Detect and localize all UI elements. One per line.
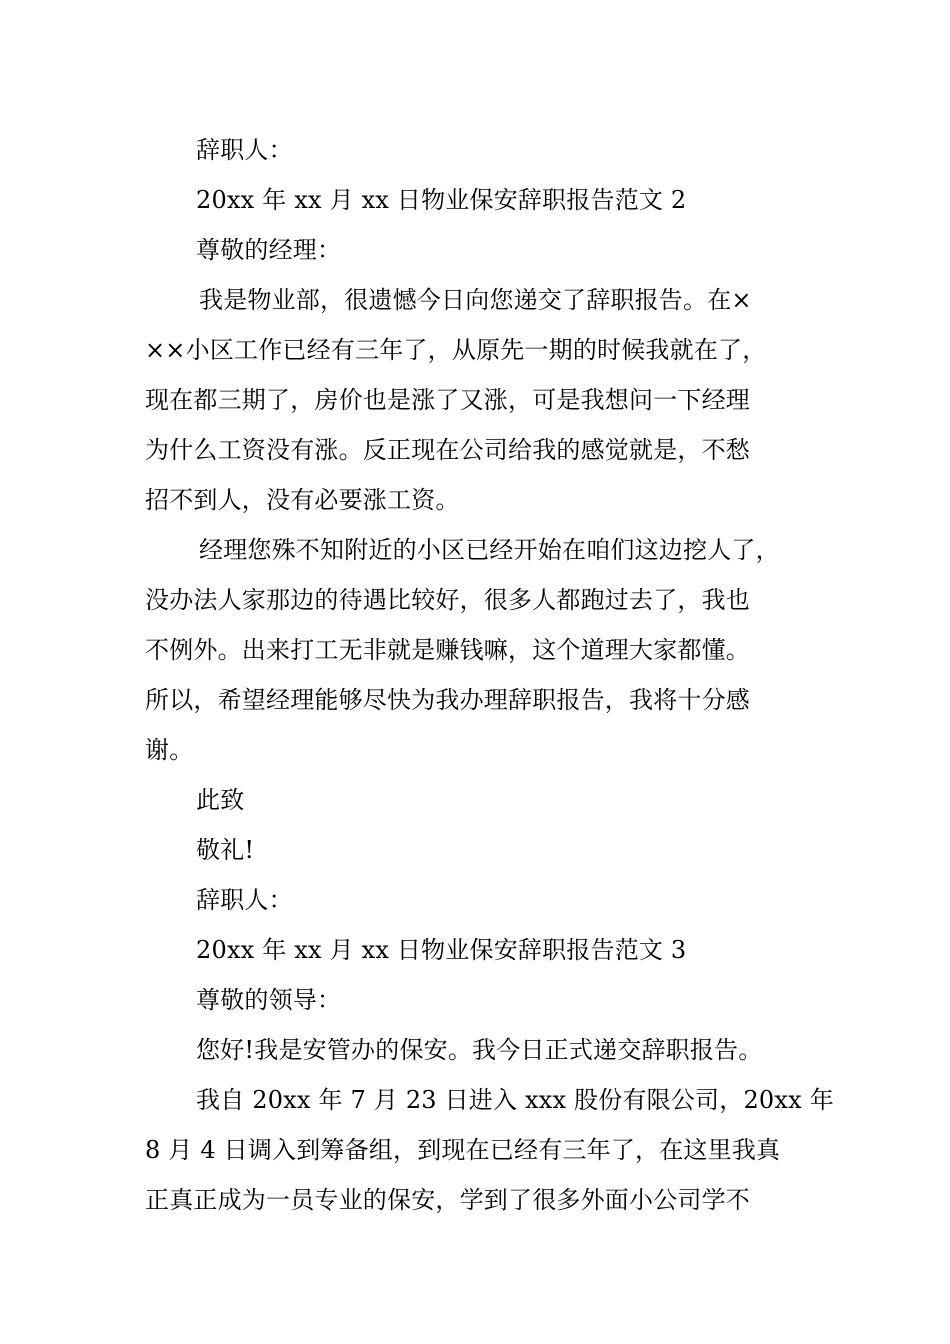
paragraph-line: 现在都三期了，房价也是涨了又涨，可是我想问一下经理 (145, 386, 750, 414)
paragraph-line: 您好!我是安管办的保安。我今日正式递交辞职报告。 (196, 1036, 763, 1064)
paragraph-line: 我自 20xx 年 7 月 23 日进入 xxx 股份有限公司，20xx 年 (196, 1086, 834, 1114)
closing-salute: 敬礼! (196, 836, 255, 864)
paragraph-line: 8 月 4 日调入到筹备组，到现在已经有三年了，在这里我真 (145, 1136, 781, 1164)
signature-label-2: 辞职人： (196, 886, 293, 914)
paragraph-line: 不例外。出来打工无非就是赚钱嘛，这个道理大家都懂。 (145, 636, 750, 664)
section-heading-2: 20xx 年 xx 月 xx 日物业保安辞职报告范文 2 (196, 186, 687, 214)
paragraph-line: 所以，希望经理能够尽快为我办理辞职报告，我将十分感 (145, 686, 750, 714)
salutation-2: 尊敬的领导： (196, 986, 342, 1014)
paragraph-line: 正真正成为一员专业的保安，学到了很多外面小公司学不 (145, 1186, 750, 1214)
paragraph-line: 谢。 (145, 736, 194, 764)
paragraph-line: ××小区工作已经有三年了，从原先一期的时候我就在了， (145, 336, 767, 364)
paragraph-line: 我是物业部，很遗憾今日向您递交了辞职报告。在× (199, 286, 752, 314)
signature-label-1: 辞职人： (196, 136, 293, 164)
paragraph-line: 没办法人家那边的待遇比较好，很多人都跑过去了，我也 (145, 586, 750, 614)
paragraph-line: 为什么工资没有涨。反正现在公司给我的感觉就是，不愁 (145, 436, 750, 464)
paragraph-line: 经理您殊不知附近的小区已经开始在咱们这边挖人了， (199, 536, 780, 564)
paragraph-line: 招不到人，没有必要涨工资。 (145, 486, 460, 514)
section-heading-3: 20xx 年 xx 月 xx 日物业保安辞职报告范文 3 (196, 936, 687, 964)
salutation-1: 尊敬的经理： (196, 236, 342, 264)
closing-phrase: 此致 (196, 786, 245, 814)
